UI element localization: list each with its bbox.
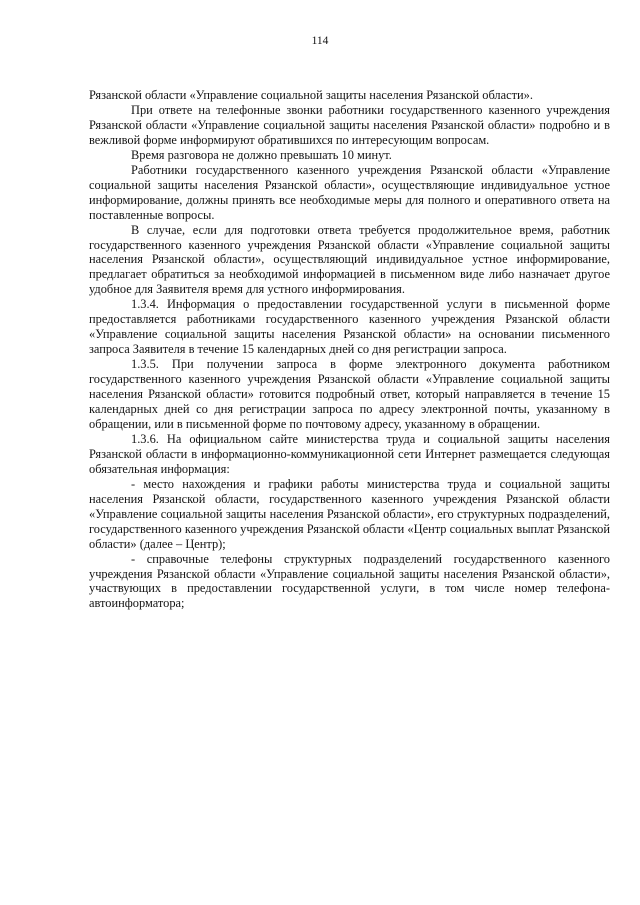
paragraph-1-3-6: 1.3.6. На официальном сайте министерства труда и социальной защиты населения Рязанской области в информационно-коммуникационной сети Интернет размещается следующая обязательная информация: [89, 431, 610, 476]
paragraph-phone-answer: При ответе на телефонные звонки работники государственного казенного учреждения Рязанской области «Управление социальной защиты населения Рязанской области» подробно и в вежливой форме информируют обратившихся по интересующим вопросам. [89, 102, 610, 147]
page-number: 114 [311, 35, 329, 47]
paragraph-1-3-5: 1.3.5. При получении запроса в форме электронного документа работником государственного казенного учреждения Рязанской области «Управление социальной защиты населения Рязанской области» готовится подробный ответ, который направляется в течение 15 календарных дней со дня регистрации запроса по адресу электронной почты, указанному в обращении, или в письменной форме по почтовому адресу, указанному в обращении. [89, 357, 610, 431]
paragraph-continuation: Рязанской области «Управление социальной защиты населения Рязанской области». [89, 88, 533, 102]
paragraph-long-answer: В случае, если для подготовки ответа требуется продолжительное время, работник государственного казенного учреждения Рязанской области «Управление социальной защиты населения Рязанской области», осуществляющий индивидуальное устное информирование, предлагает обратиться за необходимой информацией в письменном виде либо назначает другое удобное для Заявителя время для устного информирования. [89, 222, 610, 297]
document-body [89, 88, 610, 611]
list-item-phones: - справочные телефоны структурных подразделений государственного казенного учреждения Рязанской области «Управление социальной защиты населения Рязанской области», участвующих в предоставлении государственной услуги, в том числе номер телефона-автоинформатора; [89, 551, 610, 611]
paragraph-1-3-4: 1.3.4. Информация о предоставлении государственной услуги в письменной форме предоставляется работниками государственного казенного учреждения Рязанской области «Управление социальной защиты населения Рязанской области» на основании письменного запроса Заявителя в течение 15 календарных дней со дня регистрации запроса. [89, 297, 610, 357]
list-item-locations: - место нахождения и графики работы министерства труда и социальной защиты населения Рязанской области, государственного казенного учреждения Рязанской области «Управление социальной защиты населения Рязанской области», его структурных подразделений, государственного казенного учреждения Рязанской области «Центр социальных выплат Рязанской области» (далее – Центр); [89, 476, 610, 551]
paragraph-call-duration: Время разговора не должно превышать 10 минут. [131, 147, 392, 162]
paragraph-oral-informing: Работники государственного казенного учреждения Рязанской области «Управление социальной защиты населения Рязанской области», осуществляющие индивидуальное устное информирование, должны принять все необходимые меры для полного и оперативного ответа на поставленные вопросы. [89, 162, 610, 222]
